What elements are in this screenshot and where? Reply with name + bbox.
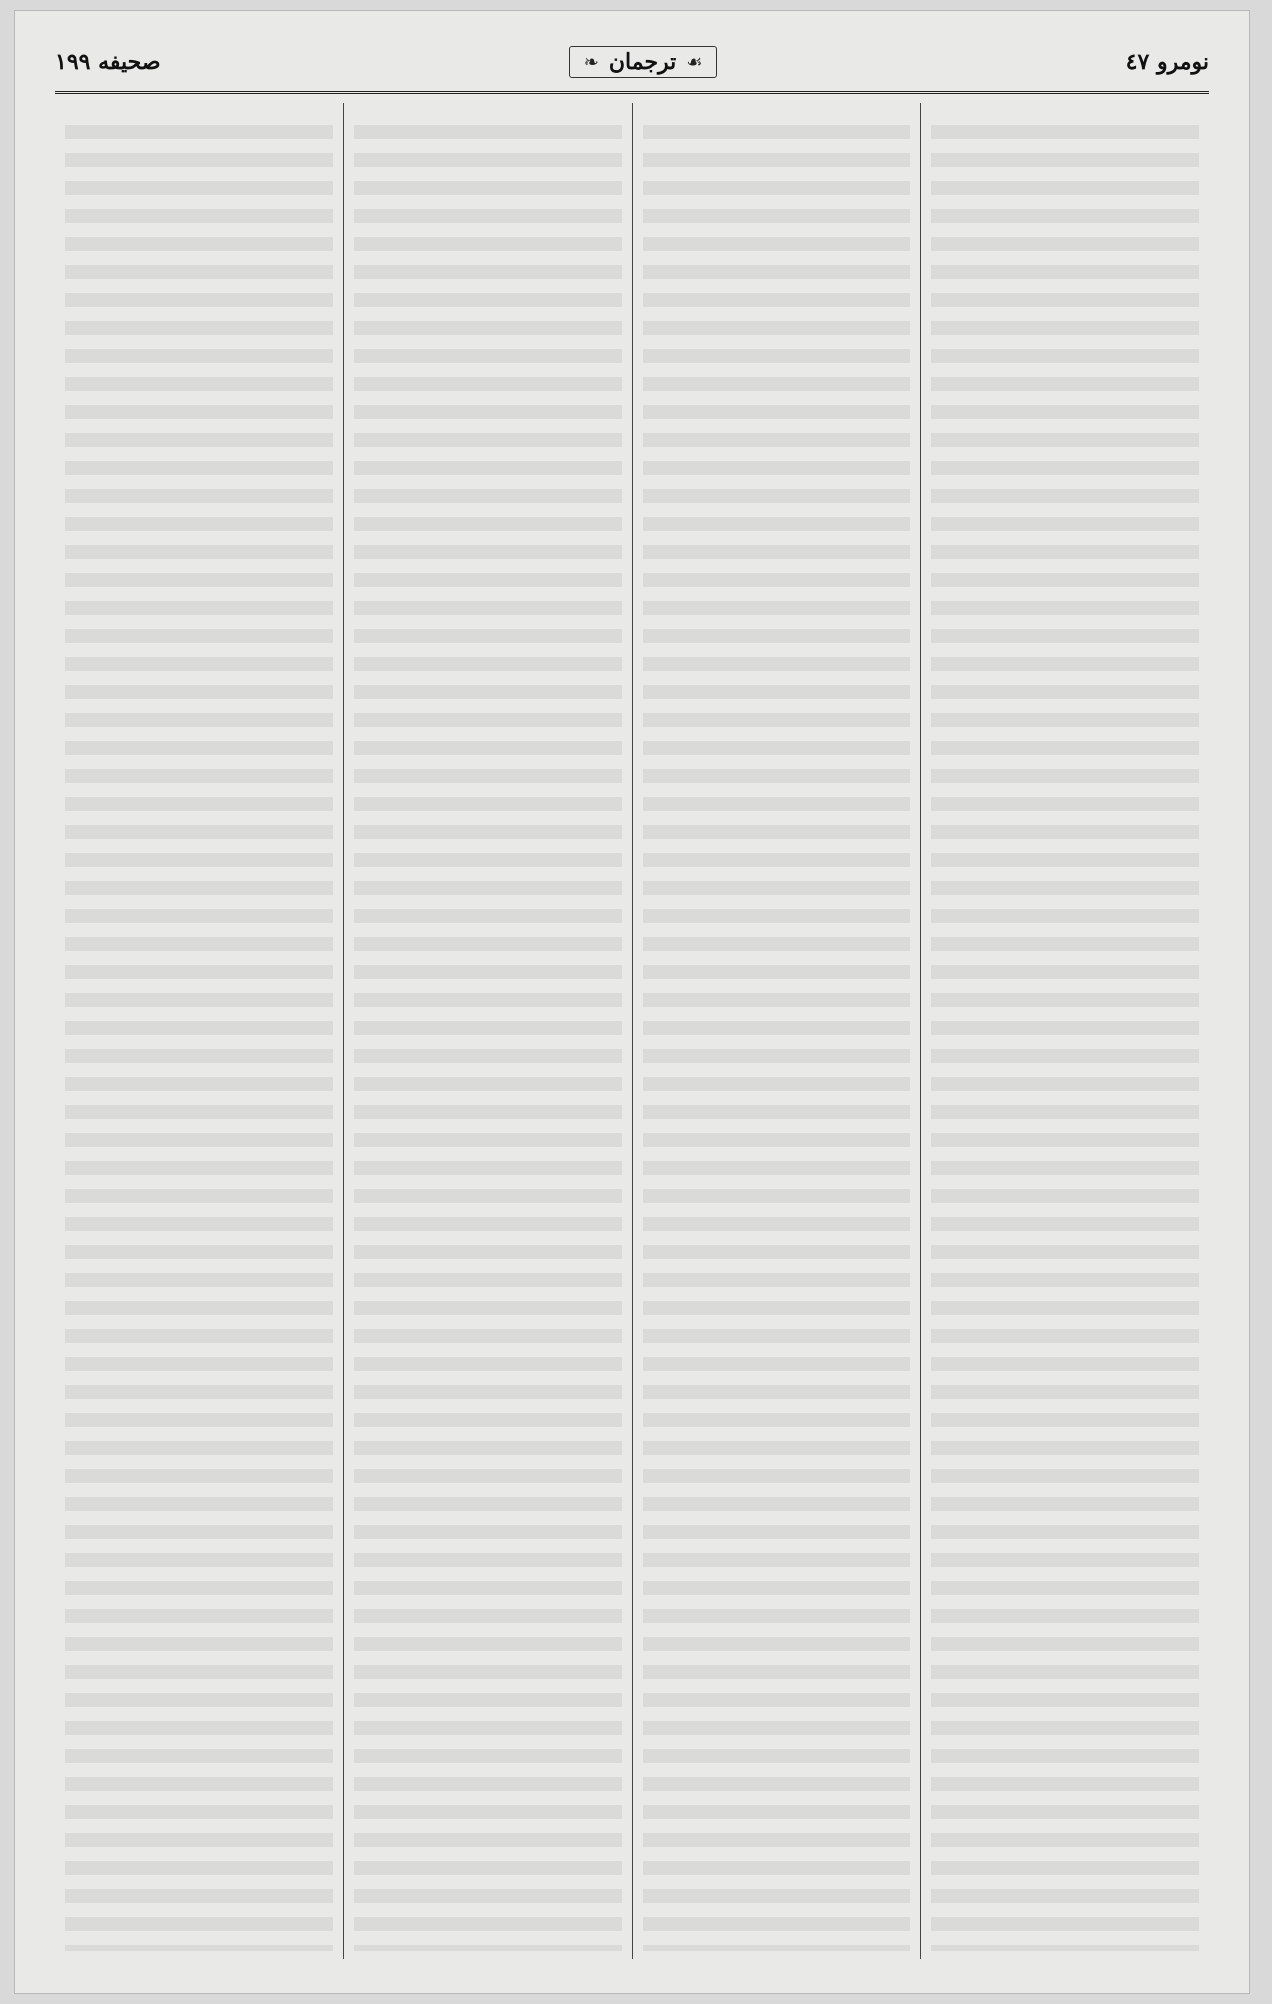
column-text-block (354, 111, 622, 1951)
column-text-block (65, 111, 333, 1951)
issue-number: نومرو ٤٧ (1125, 49, 1209, 75)
newspaper-page (14, 10, 1250, 1994)
text-column-1 (921, 103, 1209, 1959)
text-column-3 (344, 103, 633, 1959)
masthead (55, 33, 1209, 94)
ornament-right-icon: ☙ (686, 51, 703, 73)
ornament-left-icon: ❧ (583, 51, 599, 73)
column-text-block (643, 111, 911, 1951)
paper-title: ترجمان (608, 49, 677, 75)
column-text-block (931, 111, 1199, 1951)
page-number: صحيفه ١٩٩ (55, 49, 161, 75)
paper-title-box (569, 46, 718, 78)
text-column-2 (633, 103, 922, 1959)
text-column-4 (55, 103, 344, 1959)
article-columns (55, 103, 1209, 1959)
